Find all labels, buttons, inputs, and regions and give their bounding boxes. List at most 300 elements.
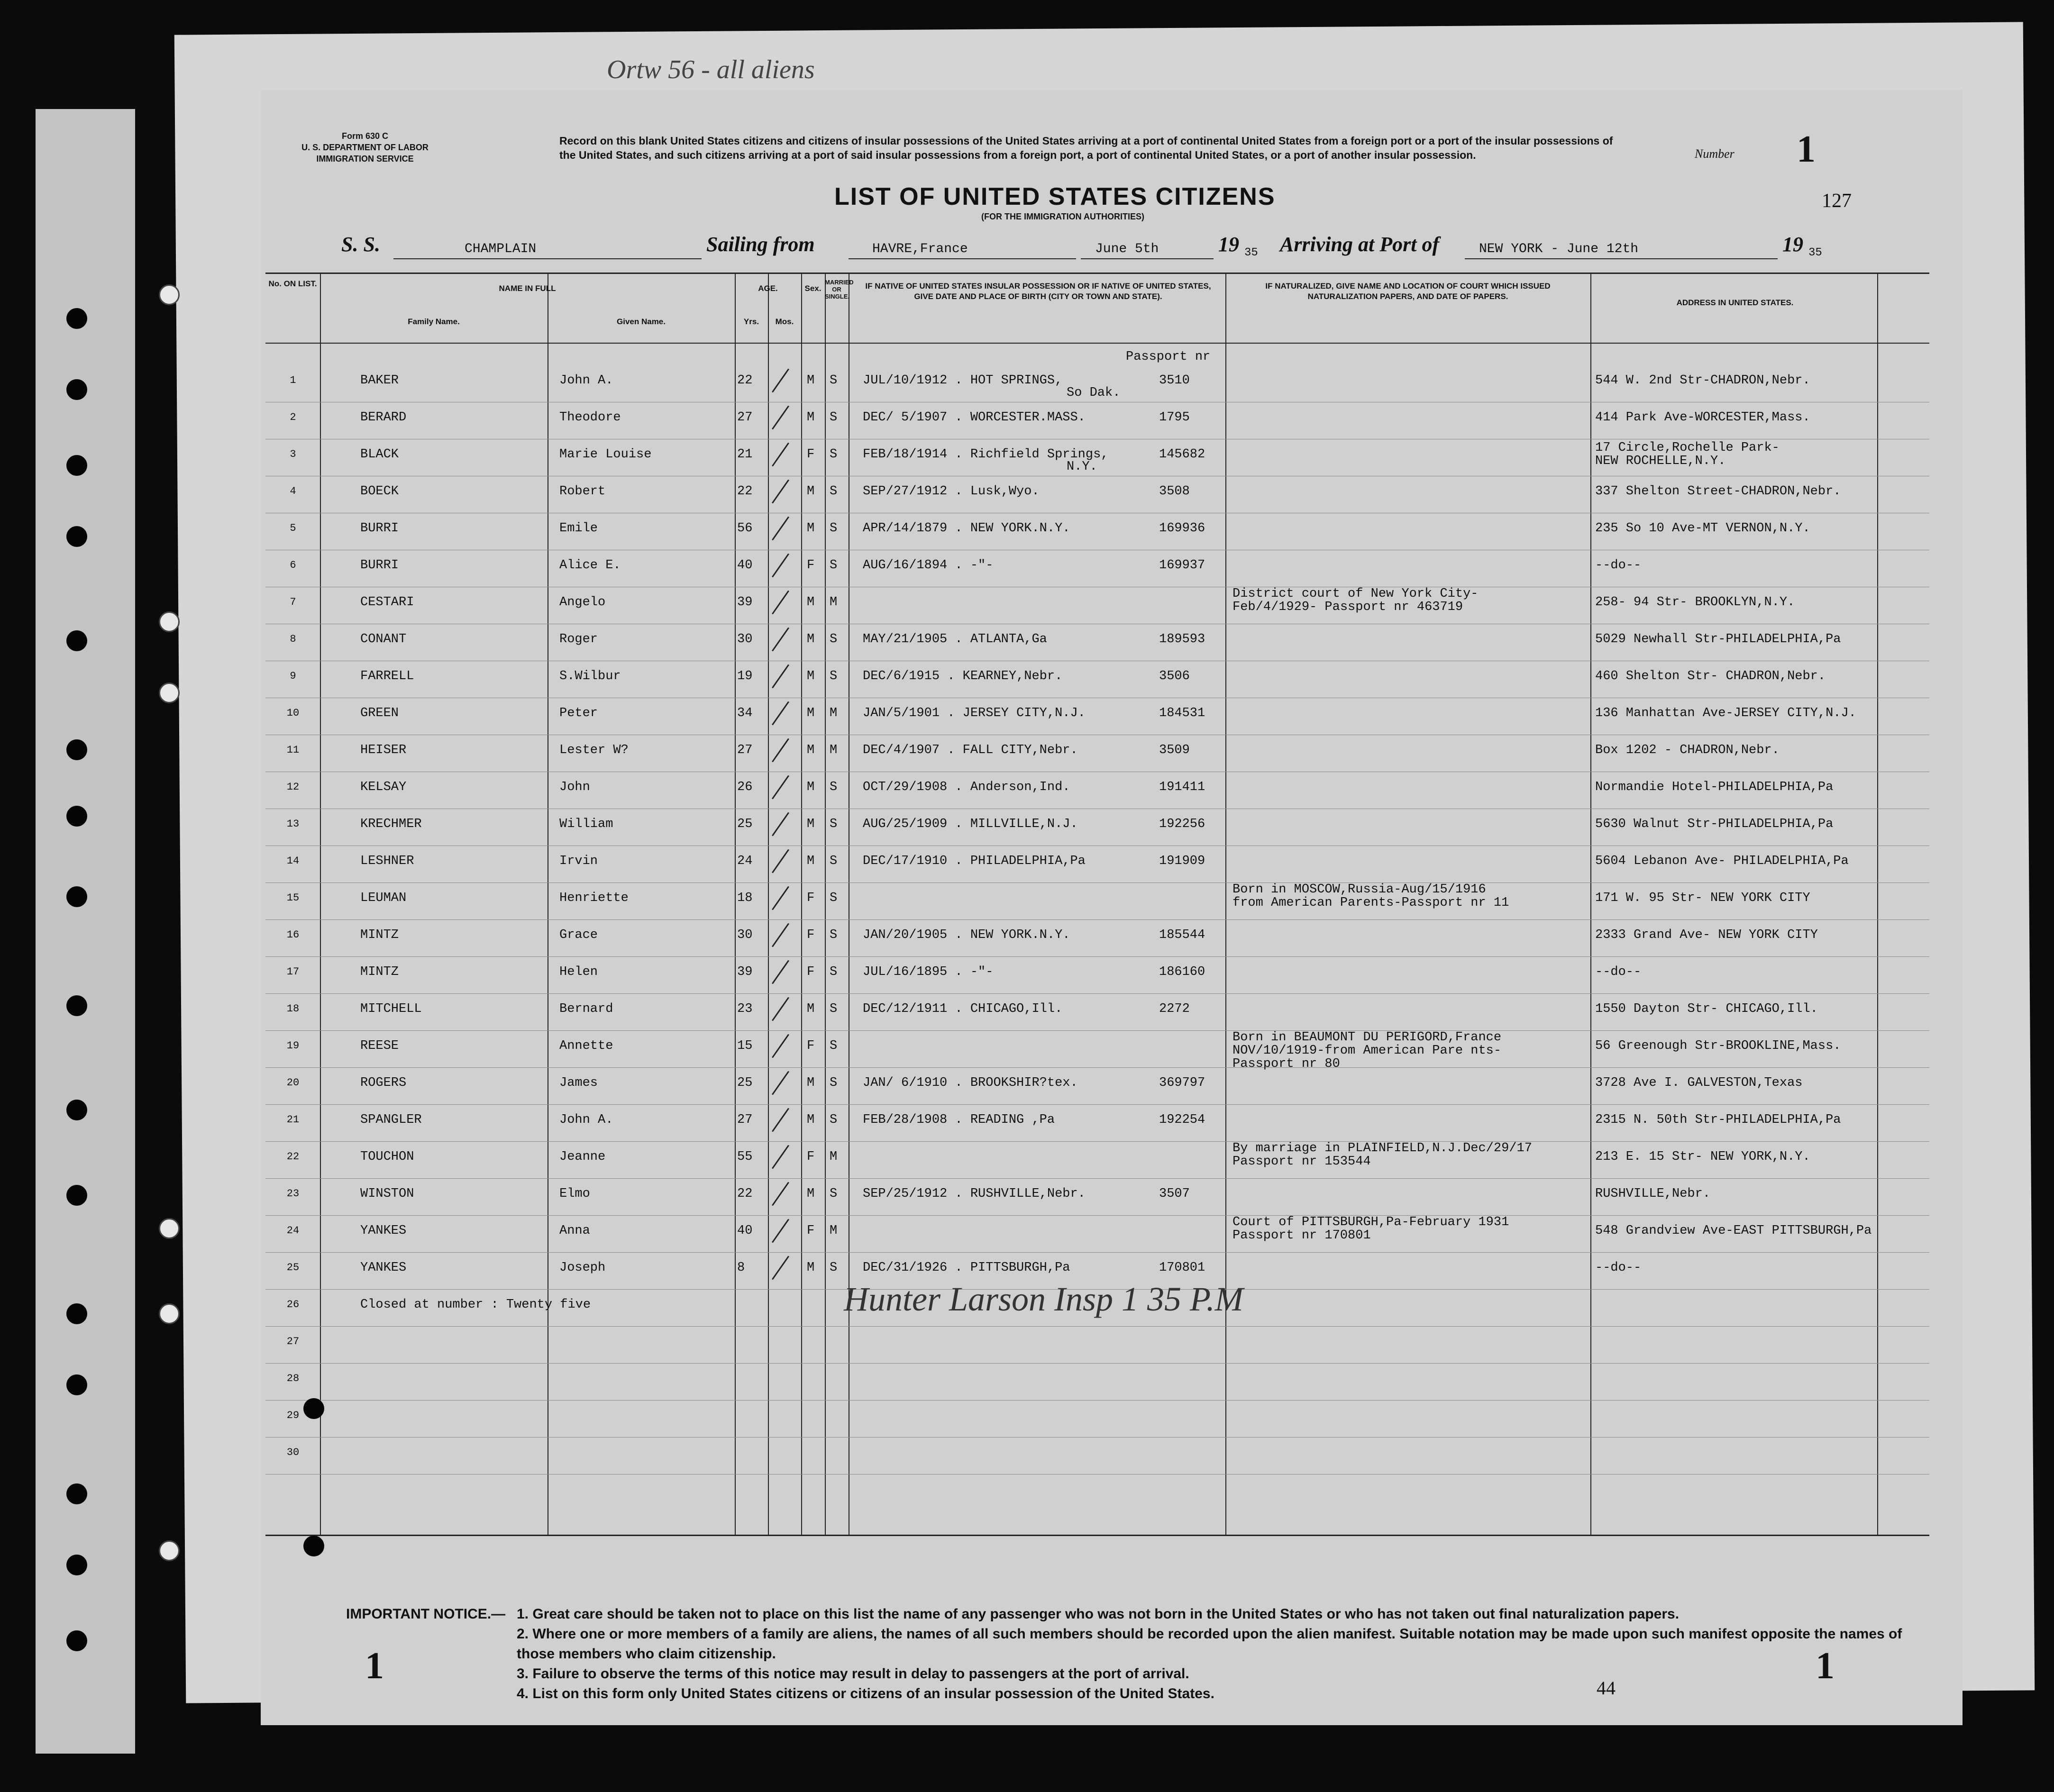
arriving-underline	[1465, 258, 1778, 259]
age-years: 27	[737, 743, 753, 757]
year-1: 35	[1244, 246, 1258, 259]
row-number: 5	[290, 522, 296, 534]
sex: M	[807, 595, 815, 609]
sex: F	[807, 1150, 815, 1164]
row-number: 28	[286, 1373, 300, 1384]
given-name: Helen	[559, 965, 598, 979]
passport-number: 3506	[1159, 669, 1190, 683]
check-mark	[772, 1182, 789, 1206]
naturalization: District court of New York City-	[1232, 587, 1479, 601]
family-name: WINSTON	[360, 1187, 414, 1201]
sailing-date: June 5th	[1095, 242, 1159, 256]
birth-date-place: JAN/ 6/1910 . BROOKSHIR?tex.	[863, 1076, 1078, 1090]
sex: F	[807, 965, 815, 979]
address: --do--	[1595, 965, 1642, 979]
row-number: 27	[286, 1336, 300, 1347]
binder-hole	[303, 1536, 324, 1556]
binder-hole	[159, 284, 180, 305]
marital-status: S	[830, 1187, 838, 1201]
row-rule	[265, 993, 1929, 994]
check-mark	[772, 406, 789, 430]
sex: F	[807, 558, 815, 573]
row-rule	[265, 1363, 1929, 1364]
age-years: 30	[737, 632, 753, 646]
binder-hole	[159, 1218, 180, 1239]
col-divider	[1877, 274, 1878, 1535]
naturalization-cont: from American Parents-Passport nr 11	[1232, 896, 1509, 910]
binder-hole	[66, 526, 87, 547]
family-name: MINTZ	[360, 928, 399, 942]
check-mark	[772, 1256, 789, 1280]
age-years: 27	[737, 1113, 753, 1127]
address: 5029 Newhall Str-PHILADELPHIA,Pa	[1595, 632, 1841, 646]
sex: M	[807, 373, 815, 388]
birth-date-place: JUL/10/1912 . HOT SPRINGS,	[863, 373, 1063, 388]
row-rule	[265, 1252, 1929, 1253]
col-divider	[735, 274, 736, 1535]
record-instructions: Record on this blank United States citizens and citizens of insular possessions of the United States arriving at a port of continental United States from a foreign port or a port of the insular possessions of the United States, and such citizens arriving at a port of said insular possessions from a foreign port, a port of continental United States, or a port of another insular possession.	[559, 135, 1613, 161]
col-family-name: Family Name.	[408, 317, 460, 326]
given-name: Bernard	[559, 1002, 613, 1016]
binder-hole	[159, 611, 180, 632]
birth-date-place: JUL/16/1895 . -"-	[863, 965, 994, 979]
given-name: Elmo	[559, 1187, 590, 1201]
birth-date-place: DEC/17/1910 . PHILADELPHIA,Pa	[863, 854, 1086, 868]
passport-number: 170801	[1159, 1261, 1205, 1275]
sex: M	[807, 1002, 815, 1016]
marital-status: S	[830, 817, 838, 831]
marital-status: S	[830, 965, 838, 979]
age-years: 39	[737, 965, 753, 979]
sex: M	[807, 743, 815, 757]
address: --do--	[1595, 558, 1642, 573]
family-name: FARRELL	[360, 669, 414, 683]
binder-hole	[66, 1374, 87, 1395]
family-name: BURRI	[360, 521, 399, 536]
marital-status: M	[830, 595, 838, 609]
family-name: BOECK	[360, 484, 399, 499]
notice-item: 1. Great care should be taken not to place on this list the name of any passenger who was not born in the United States or who has not taken out final naturalization papers.	[517, 1606, 1680, 1622]
number-label: Number	[1695, 147, 1734, 161]
ship-name: CHAMPLAIN	[465, 242, 537, 256]
address: 2315 N. 50th Str-PHILADELPHIA,Pa	[1595, 1113, 1841, 1127]
given-name: Lester W?	[559, 743, 629, 757]
passport-number: 3507	[1159, 1187, 1190, 1201]
passport-number: 3510	[1159, 373, 1190, 388]
age-years: 40	[737, 558, 753, 573]
family-name: REESE	[360, 1039, 399, 1053]
form-header	[294, 130, 436, 164]
birth-date-place: DEC/31/1926 . PITTSBURGH,Pa	[863, 1261, 1070, 1275]
sex: F	[807, 447, 815, 462]
ss-label: S. S.	[341, 233, 380, 256]
col-divider	[768, 274, 769, 1535]
age-years: 21	[737, 447, 753, 462]
col-divider	[320, 274, 321, 1535]
age-years: 55	[737, 1150, 753, 1164]
given-name: Roger	[559, 632, 598, 646]
sex: M	[807, 1113, 815, 1127]
given-name: Robert	[559, 484, 606, 499]
address: --do--	[1595, 1261, 1642, 1275]
row-rule	[265, 1178, 1929, 1179]
row-number: 21	[286, 1114, 300, 1126]
passport-number: 369797	[1159, 1076, 1205, 1090]
footer-right-number: 1	[1816, 1645, 1835, 1687]
naturalization-cont: NOV/10/1919-from American Pare nts-	[1232, 1044, 1502, 1058]
notice-item: 3. Failure to observe the terms of this notice may result in delay to passengers at the port of arrival.	[517, 1666, 1189, 1682]
family-name: Closed at number : Twenty five	[360, 1298, 591, 1312]
col-naturalized: IF NATURALIZED, GIVE NAME AND LOCATION OF COURT WHICH ISSUED NATURALIZATION PAPERS, AND DATE OF PAPERS.	[1265, 282, 1551, 301]
arriving-port: NEW YORK - June 12th	[1479, 242, 1639, 256]
check-mark	[772, 480, 789, 504]
check-mark	[772, 1108, 789, 1132]
department-label: U. S. DEPARTMENT OF LABOR	[301, 143, 429, 152]
naturalization: Born in MOSCOW,Russia-Aug/15/1916	[1232, 882, 1486, 897]
marital-status: S	[830, 891, 838, 905]
sex: M	[807, 521, 815, 536]
year-prefix-1: 19	[1218, 233, 1239, 256]
family-name: ROGERS	[360, 1076, 407, 1090]
check-mark	[772, 775, 789, 800]
family-name: BERARD	[360, 410, 407, 425]
marital-status: S	[830, 1076, 838, 1090]
age-years: 24	[737, 854, 753, 868]
arriving-label: Arriving at Port of	[1280, 233, 1440, 256]
binder-hole	[159, 682, 180, 703]
passport-number: 3508	[1159, 484, 1190, 499]
marital-status: S	[830, 410, 838, 425]
given-name: John A.	[559, 373, 613, 388]
row-number: 22	[286, 1151, 300, 1163]
passport-number: 169937	[1159, 558, 1205, 573]
marital-status: S	[830, 373, 838, 388]
row-number: 18	[286, 1003, 300, 1015]
col-name-in-full: NAME IN FULL	[499, 284, 556, 293]
given-name: Anna	[559, 1224, 590, 1238]
row-number: 19	[286, 1040, 300, 1052]
age-years: 22	[737, 1187, 753, 1201]
given-name: Irvin	[559, 854, 598, 868]
date-underline	[1081, 258, 1214, 259]
passport-number: 145682	[1159, 447, 1205, 462]
family-name: BAKER	[360, 373, 399, 388]
age-years: 34	[737, 706, 753, 720]
naturalization: By marriage in PLAINFIELD,N.J.Dec/29/17	[1232, 1141, 1532, 1155]
row-rule	[265, 1030, 1929, 1031]
check-mark	[772, 1034, 789, 1058]
check-mark	[772, 1071, 789, 1095]
family-name: BLACK	[360, 447, 399, 462]
sex: F	[807, 928, 815, 942]
row-rule	[265, 919, 1929, 920]
birth-date-place: FEB/28/1908 . READING ,Pa	[863, 1113, 1055, 1127]
footer-left-number: 1	[365, 1645, 384, 1687]
given-name: William	[559, 817, 613, 831]
address: 171 W. 95 Str- NEW YORK CITY	[1595, 891, 1810, 905]
binder-hole	[66, 1555, 87, 1575]
row-number: 12	[286, 781, 300, 793]
passport-number: 186160	[1159, 965, 1205, 979]
binder-hole	[66, 308, 87, 329]
binder-hole	[66, 1483, 87, 1504]
check-mark	[772, 886, 789, 910]
family-name: LEUMAN	[360, 891, 407, 905]
birth-date-place: FEB/18/1914 . Richfield Springs,	[863, 447, 1109, 462]
row-number: 23	[286, 1188, 300, 1200]
given-name: Marie Louise	[559, 447, 652, 462]
address: 5604 Lebanon Ave- PHILADELPHIA,Pa	[1595, 854, 1849, 868]
age-years: 26	[737, 780, 753, 794]
marital-status: S	[830, 928, 838, 942]
given-name: Grace	[559, 928, 598, 942]
birth-date-place: DEC/6/1915 . KEARNEY,Nebr.	[863, 669, 1063, 683]
form-number: Form 630 C	[341, 131, 389, 141]
sex: M	[807, 669, 815, 683]
age-years: 15	[737, 1039, 753, 1053]
age-years: 8	[737, 1261, 745, 1275]
col-age: AGE.	[758, 284, 778, 293]
check-mark	[772, 1219, 789, 1243]
birth-date-place: AUG/25/1909 . MILLVILLE,N.J.	[863, 817, 1078, 831]
sex: M	[807, 706, 815, 720]
binder-hole	[66, 806, 87, 827]
age-years: 39	[737, 595, 753, 609]
marital-status: M	[830, 743, 838, 757]
sailing-label: Sailing from	[706, 233, 815, 256]
marital-status: S	[830, 558, 838, 573]
row-rule	[265, 1104, 1929, 1105]
address: 258- 94 Str- BROOKLYN,N.Y.	[1595, 595, 1795, 609]
row-number: 24	[286, 1225, 300, 1237]
passport-number: 3509	[1159, 743, 1190, 757]
check-mark	[772, 517, 789, 541]
address: 5630 Walnut Str-PHILADELPHIA,Pa	[1595, 817, 1834, 831]
birth-place-cont: N.Y.	[1067, 460, 1097, 474]
sex: M	[807, 1076, 815, 1090]
binder-hole	[66, 886, 87, 907]
binder-hole	[159, 1540, 180, 1561]
marital-status: S	[830, 780, 838, 794]
row-number: 8	[290, 633, 296, 645]
check-mark	[772, 960, 789, 984]
handwritten-note: Ortw 56 - all aliens	[607, 55, 815, 84]
row-rule	[265, 956, 1929, 957]
sex: M	[807, 1261, 815, 1275]
family-name: LESHNER	[360, 854, 414, 868]
page-number: 127	[1822, 190, 1852, 212]
passport-number: 184531	[1159, 706, 1205, 720]
row-rule	[265, 1067, 1929, 1068]
given-name: Peter	[559, 706, 598, 720]
birth-date-place: DEC/4/1907 . FALL CITY,Nebr.	[863, 743, 1078, 757]
notice-item: 4. List on this form only United States citizens or citizens of an insular possession of the United States.	[517, 1686, 1214, 1701]
passport-number: 191411	[1159, 780, 1205, 794]
binder-hole	[66, 455, 87, 476]
check-mark	[772, 738, 789, 763]
marital-status: S	[830, 521, 838, 536]
marital-status: S	[830, 447, 838, 462]
birth-date-place: MAY/21/1905 . ATLANTA,Ga	[863, 632, 1047, 646]
marital-status: S	[830, 669, 838, 683]
family-name: KRECHMER	[360, 817, 422, 831]
family-name: TOUCHON	[360, 1150, 414, 1164]
check-mark	[772, 369, 789, 393]
row-number: 2	[290, 411, 296, 423]
row-number: 6	[290, 559, 296, 571]
row-number: 3	[290, 448, 296, 460]
row-rule	[265, 882, 1929, 883]
marital-status: S	[830, 1002, 838, 1016]
address: 17 Circle,Rochelle Park-	[1595, 441, 1780, 455]
row-number: 26	[286, 1299, 300, 1310]
sailing-underline	[849, 258, 1076, 259]
address-cont: NEW ROCHELLE,N.Y.	[1595, 454, 1726, 468]
family-name: YANKES	[360, 1261, 407, 1275]
col-mos: Mos.	[775, 317, 794, 326]
naturalization-cont: Passport nr 170801	[1232, 1228, 1371, 1243]
age-years: 19	[737, 669, 753, 683]
sailing-from: HAVRE,France	[872, 242, 968, 256]
family-name: KELSAY	[360, 780, 407, 794]
marital-status: S	[830, 632, 838, 646]
binder-hole	[66, 379, 87, 400]
address: 414 Park Ave-WORCESTER,Mass.	[1595, 410, 1810, 425]
col-divider	[1590, 274, 1591, 1535]
row-number: 20	[286, 1077, 300, 1089]
sex: F	[807, 1039, 815, 1053]
address: 460 Shelton Str- CHADRON,Nebr.	[1595, 669, 1826, 683]
address: 2333 Grand Ave- NEW YORK CITY	[1595, 928, 1818, 942]
sex: M	[807, 410, 815, 425]
row-number: 7	[290, 596, 296, 608]
sex: M	[807, 1187, 815, 1201]
footer-center-number: 44	[1597, 1677, 1616, 1699]
year-prefix-2: 19	[1782, 233, 1803, 256]
given-name: Angelo	[559, 595, 606, 609]
given-name: John A.	[559, 1113, 613, 1127]
binder-hole	[303, 1398, 324, 1419]
family-name: MINTZ	[360, 965, 399, 979]
passport-number: 189593	[1159, 632, 1205, 646]
row-number: 10	[286, 707, 300, 719]
passport-number: 169936	[1159, 521, 1205, 536]
birth-date-place: OCT/29/1908 . Anderson,Ind.	[863, 780, 1070, 794]
sex: M	[807, 632, 815, 646]
sex: M	[807, 854, 815, 868]
birth-date-place: JAN/20/1905 . NEW YORK.N.Y.	[863, 928, 1070, 942]
col-divider	[825, 274, 826, 1535]
sex: M	[807, 817, 815, 831]
col-given-name: Given Name.	[617, 317, 666, 326]
row-number: 16	[286, 929, 300, 941]
naturalization-cont: Passport nr 153544	[1232, 1155, 1371, 1169]
naturalization: Court of PITTSBURGH,Pa-February 1931	[1232, 1215, 1509, 1229]
binder-hole	[66, 995, 87, 1016]
marital-status: M	[830, 706, 838, 720]
row-rule	[265, 1326, 1929, 1327]
address: 56 Greenough Str-BROOKLINE,Mass.	[1595, 1039, 1841, 1053]
age-years: 25	[737, 1076, 753, 1090]
col-sex: Sex.	[804, 284, 822, 293]
age-years: 25	[737, 817, 753, 831]
given-name: Annette	[559, 1039, 613, 1053]
binder-hole	[66, 630, 87, 651]
address: 3728 Ave I. GALVESTON,Texas	[1595, 1076, 1803, 1090]
check-mark	[772, 443, 789, 467]
naturalization: Born in BEAUMONT DU PERIGORD,France	[1232, 1030, 1502, 1045]
check-mark	[772, 812, 789, 837]
birth-date-place: DEC/ 5/1907 . WORCESTER.MASS.	[863, 410, 1086, 425]
binder-hole	[66, 739, 87, 760]
check-mark	[772, 997, 789, 1021]
binder-hole	[66, 1185, 87, 1206]
row-number: 1	[290, 374, 296, 386]
header-divider	[265, 343, 1929, 344]
naturalization-cont: Passport nr 80	[1232, 1057, 1340, 1071]
col-divider	[801, 274, 802, 1535]
row-number: 14	[286, 855, 300, 867]
sex: M	[807, 780, 815, 794]
year-2: 35	[1808, 246, 1822, 259]
row-number: 25	[286, 1262, 300, 1274]
check-mark	[772, 591, 789, 615]
sex: F	[807, 891, 815, 905]
birth-date-place: AUG/16/1894 . -"-	[863, 558, 994, 573]
check-mark	[772, 1145, 789, 1169]
page-subtitle: (FOR THE IMMIGRATION AUTHORITIES)	[981, 212, 1144, 221]
row-number: 11	[286, 744, 300, 756]
col-yrs: Yrs.	[743, 317, 759, 326]
address: 235 So 10 Ave-MT VERNON,N.Y.	[1595, 521, 1810, 536]
given-name: Alice E.	[559, 558, 621, 573]
passport-number: 1795	[1159, 410, 1190, 425]
binder-strip	[36, 109, 135, 1754]
address: 337 Shelton Street-CHADRON,Nebr.	[1595, 484, 1841, 499]
inspector-signature: Hunter Larson Insp 1 35 P.M	[844, 1280, 1243, 1318]
naturalization-cont: Feb/4/1929- Passport nr 463719	[1232, 600, 1463, 614]
given-name: S.Wilbur	[559, 669, 621, 683]
given-name: John	[559, 780, 590, 794]
col-married: MARRIED OR SINGLE.	[825, 279, 854, 300]
marital-status: S	[830, 1039, 838, 1053]
age-years: 23	[737, 1002, 753, 1016]
family-name: MITCHELL	[360, 1002, 422, 1016]
given-name: Jeanne	[559, 1150, 606, 1164]
row-number: 4	[290, 485, 296, 497]
service-label: IMMIGRATION SERVICE	[316, 154, 414, 164]
marital-status: M	[830, 1224, 838, 1238]
row-rule	[265, 1400, 1929, 1401]
page-title: LIST OF UNITED STATES CITIZENS	[834, 183, 1276, 210]
marital-status: S	[830, 484, 838, 499]
notice-item: 2. Where one or more members of a family are aliens, the names of all such members should be recorded upon the alien manifest. Suitable notation may be made upon such manifest opposite the names of those members who claim citizenship.	[517, 1626, 1902, 1662]
given-name: Emile	[559, 521, 598, 536]
age-years: 18	[737, 891, 753, 905]
address: Normandie Hotel-PHILADELPHIA,Pa	[1595, 780, 1834, 794]
address: 544 W. 2nd Str-CHADRON,Nebr.	[1595, 373, 1810, 388]
birth-date-place: APR/14/1879 . NEW YORK.N.Y.	[863, 521, 1070, 536]
row-number: 15	[286, 892, 300, 904]
family-name: CONANT	[360, 632, 407, 646]
age-years: 22	[737, 484, 753, 499]
given-name: Theodore	[559, 410, 621, 425]
col-no-on-list: No. ON LIST.	[268, 279, 317, 288]
check-mark	[772, 701, 789, 726]
binder-hole	[66, 1303, 87, 1324]
col-address: ADDRESS IN UNITED STATES.	[1676, 298, 1794, 307]
address: RUSHVILLE,Nebr.	[1595, 1187, 1711, 1201]
